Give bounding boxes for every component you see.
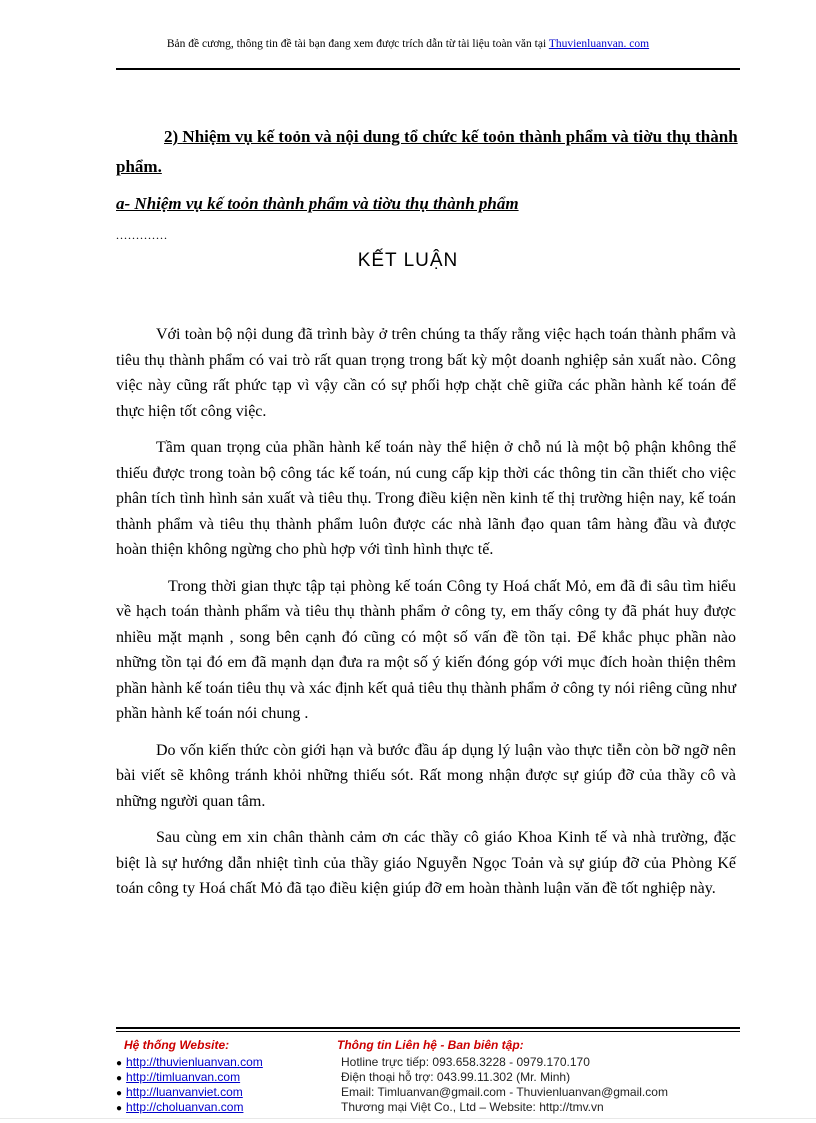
ellipsis: ............. [116,228,168,242]
website-link[interactable]: http://thuvienluanvan.com [126,1055,263,1069]
websites-title: Hệ thống Website: [124,1038,230,1052]
list-item [116,1100,263,1115]
bullet-icon: ● [116,1088,123,1099]
section-subheading: a- Nhiệm vụ kế toỏn thành phẩm và tiờu thụ thành phẩm [116,194,519,213]
conclusion-paragraph: Sau cùng em xin chân thành cảm ơn các thầy cô giáo Khoa Kinh tế và nhà trường, đặc biệt là sự hướng dẫn nhiệt tình của thầy giáo Nguyễn Ngọc Toản và sự giúp đỡ của Phòng Kế toán công ty Hoá chất Mỏ đã tạo điều kiện giúp đỡ em hoàn thành luận văn đề tốt nghiệp này. [116,829,736,897]
header-note-text: Bản đề cương, thông tin đề tài bạn đang xem được trích dẫn từ tài liệu toàn văn tại [166,38,549,50]
website-list [116,1055,263,1115]
list-item [116,1085,263,1100]
contact-hotline: Hotline trực tiếp: 093.658.3228 - 0979.170.170 [341,1055,590,1069]
header-note [0,38,816,50]
list-item [116,1055,263,1070]
conclusion-paragraph: Trong thời gian thực tập tại phòng kế toán Công ty Hoá chất Mỏ, em đã đi sâu tìm hiểu về hạch toán thành phẩm và tiêu thụ thành phẩm ở công ty, em thấy công ty đã phát huy được nhiều mặt mạnh , song bên cạnh đó cũng có một số vấn đề tồn tại. Để khắc phục phần nào những tồn tại đó em đã mạnh dạn đưa ra một số ý kiến đóng góp với mục đích hoàn thiện thêm phần hành kế toán tiêu thụ và xác định kết quả tiêu thụ thành phẩm ở công ty nói riêng cũng như phần hành kế toán nói chung . [116,577,736,722]
header-site-link[interactable]: Thuvienluanvan. com [548,38,650,50]
bullet-icon: ● [116,1103,123,1114]
website-link[interactable]: http://luanvanviet.com [126,1085,243,1099]
bullet-icon: ● [116,1058,123,1069]
footer-divider-thick [116,1027,740,1029]
conclusion-paragraph: Tầm quan trọng của phần hành kế toán này thể hiện ở chỗ nú là một bộ phận không thể thiếu được trong toàn bộ công tác kế toán, nú cung cấp kịp thời các thông tin cần thiết cho việc phân tích tình hình sản xuất và tiêu thụ. Trong điều kiện nền kinh tế thị trường hiện nay, kế toán thành phẩm và tiêu thụ thành phẩm luôn được các nhà lãnh đạo quan tâm hàng đầu và được hoàn thiện không ngừng cho phù hợp với tình hình thực tế. [116,439,736,558]
footer-divider-thin [116,1031,740,1032]
conclusion-paragraph: Với toàn bộ nội dung đã trình bày ở trên chúng ta thấy rằng việc hạch toán thành phẩm và tiêu thụ thành phẩm có vai trò rất quan trọng trong bất kỳ một doanh nghiệp sản xuất nào. Công việc này cũng rất phức tạp vì vậy cần có sự phối hợp chặt chẽ giữa các phần hành kế toán để thực hiện tốt công việc. [116,326,736,420]
website-link[interactable]: http://choluanvan.com [126,1100,244,1114]
conclusion-body [116,322,736,913]
contact-email: Email: Timluanvan@gmail.com - Thuvienluanvan@gmail.com [341,1085,668,1099]
section-heading [116,122,746,182]
contact-list [341,1055,668,1115]
header-divider [116,68,740,70]
heading-number: 2) [164,127,183,146]
website-link[interactable]: http://timluanvan.com [126,1070,241,1084]
contact-title: Thông tin Liên hệ - Ban biên tập: [337,1038,524,1052]
contact-phone: Điện thoại hỗ trợ: 043.99.11.302 (Mr. Minh) [341,1070,571,1084]
conclusion-paragraph: Do vốn kiến thức còn giới hạn và bước đầu áp dụng lý luận vào thực tiễn còn bỡ ngỡ nên bài viết sẽ không tránh khỏi những thiếu sót. Rất mong nhận được sự giúp đỡ của thầy cô và những người quan tâm. [116,741,736,810]
page-bottom-edge [0,1118,816,1119]
conclusion-title: KẾT LUẬN [357,250,459,271]
bullet-icon: ● [116,1073,123,1084]
contact-company: Thương mại Việt Co., Ltd – Website: http://tmv.vn [341,1100,604,1114]
list-item [116,1070,263,1085]
heading-text: Nhiệm vụ kế toỏn và nội dung tổ chức kế toỏn thành phẩm và tiờu thụ thành phẩm. [116,127,738,176]
